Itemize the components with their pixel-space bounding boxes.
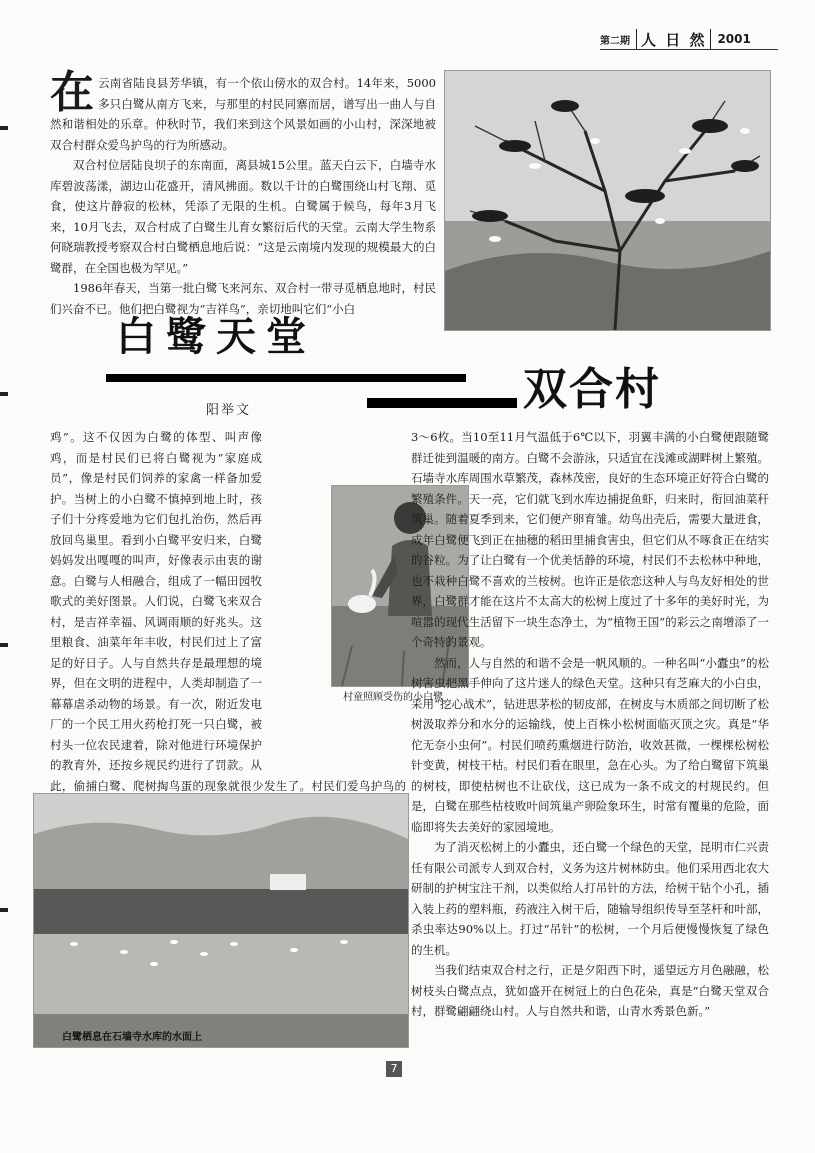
drop-cap: 在 [50, 67, 94, 118]
intro-paragraph: 云南省陆良县芳华镇，有一个依山傍水的双合村。14年来，5000多只白鹭从南方飞来，与那里的村民同寨而居，谱写出一曲人与自然和谐相处的乐章。仲秋时节，我们来到这个风景如画的小山村，深深地被双合村群众爱鸟护鸟的行为所感动。 [50, 76, 436, 152]
title-bar [106, 374, 466, 382]
body-paragraph: 然而，人与自然的和谐不会是一帆风顺的。一种名叫“小蠹虫”的松树害虫把黑手伸向了这片迷人的绿色天堂。这种只有芝麻大的小白虫，采用“挖心战术”，钻进思茅松的韧皮部，在树皮与木质部之间切断了松树汲取养分和水分的运输线，使上百株小松树面临灭顶之灾。真是“华佗无奈小虫何”。村民们喷药熏烟进行防治，收效甚微，一棵棵松树松针变黄，树枝干枯。村民们看在眼里，急在心头。为了给白鹭留下筑巢的树枝，即使枯树也不让砍伐，这已成为一条不成文的村规民约。但是，白鹭在那些枯枝败叶间筑巢产卵险象环生，时常有覆巢的危险，面临即将失去美好的家园境地。 [411, 655, 769, 834]
margin-mark [0, 908, 8, 912]
magazine-name: 人 日 然 [636, 29, 711, 50]
body-paragraph: 1986年春天，当第一批白鹭飞来河东、双合村一带寻觅栖息地时，村民们兴奋不已。他们把白鹭视为“吉祥鸟”，亲切地叫它们“小白 [50, 281, 436, 316]
header-rule [600, 49, 778, 50]
author-name: 阳举文 [206, 403, 252, 418]
reservoir-photo [33, 793, 409, 1048]
margin-mark [0, 392, 8, 396]
right-column [411, 427, 769, 1067]
body-paragraph: 3～6枚。当10至11月气温低于6℃以下，羽翼丰满的小白鹭便跟随鹭群迁徙到温暖的南方。白鹭不会游泳，只适宜在浅滩或湖畔树上繁殖。石墙寺水库周围水草繁茂，森林茂密，良好的生态环境正好符合白鹭的繁殖条件。天一亮，它们就飞到水库边捕捉鱼虾，归来时，衔回油菜秆筑巢。随着夏季到来，它们便产卵育雏。幼鸟出壳后，需要大量进食，成年白鹭便飞到正在抽穗的稻田里捕食害虫，但它们从不啄食正在结实的谷粒。为了让白鹭有一个优美恬静的环境，村民们不去松林中种地，也不栽种白鹭不喜欢的兰桉树。也许正是依恋这种人与鸟友好相处的世界，白鹭群才能在这片不太高大的松树上度过了十多年的美好时光，为喧嚣的现代生活留下一块生态净土，为“植物王国”的彩云之南增添了一个奇特的景观。 [411, 430, 769, 649]
body-paragraph: 为了消灭松树上的小蠹虫，还白鹭一个绿色的天堂，昆明市仁兴责任有限公司派专人到双合村，义务为这片树林防虫。他们采用西北农大研制的护树宝注干剂，以类似给人打吊针的方法，给树干钻个小孔，插入装上药的塑料瓶，药液注入树干后，随输导组织传导至茎杆和叶部，杀虫率达90%以上。打过“吊针”的松树，一个月后便慢慢恢复了绿色的生机。 [411, 840, 769, 957]
egret-tree-photo [444, 70, 771, 331]
intro-column [50, 67, 436, 316]
title-bar [367, 398, 517, 408]
reservoir-photo-caption: 白鹭栖息在石墙寺水库的水面上 [62, 1032, 202, 1043]
year-label: 2001 [717, 32, 751, 46]
margin-mark [0, 126, 8, 130]
body-paragraph: 双合村位居陆良坝子的东南面，离县城15公里。蓝天白云下，白墙寺水库碧波荡漾，湖边山花盛开，清风拂面。数以千计的白鹭围绕山村飞翔、觅食，使这片静寂的松林，凭添了无限的生机。白鹭属于候鸟，每年3月飞来，10月飞去，双合村成了白鹭生儿育女繁衍后代的天堂。云南大学生物系何晓瑞教授考察双合村白鹭栖息地后说：“这是云南境内发现的规模最大的白鹭群，在全国也极为罕见。” [50, 158, 436, 275]
page-number: 7 [386, 1061, 402, 1077]
page-header [600, 30, 778, 48]
body-paragraph: 鸡”。这不仅因为白鹭的体型、叫声像鸡，而是村民们已将白鹭视为“家庭成员”，像是村民们饲养的家禽一样备加爱护。当树上的小白鹭不慎掉到地上时，孩子们十分疼爱地为它们包扎治伤，然后再放回鸟巢里。看到小白鹭平安归来，白鹭妈妈发出嘎嘎的叫声，好像表示由衷的谢意。白鹭与人相融合，组成了一幅田园牧歌式的美好图景。人们说，白鹭飞来双合村，是吉祥幸福、风调雨顺的好兆头。这里粮食、油菜年年丰收，村民们过上了富足的好日子。人与自然共存是最理想的境界，但在文明的进程中，人类却制造了一幕幕虐杀动物的场景。有一次，附近发电厂的一个民工用火药枪打死一只白鹭，被村头一位农民逮着，除对他进行环境保护的教育外，还按乡规民约进行了罚款。从此，偷捕白鹭、爬树掏鸟蛋的现象就很少发生了。村民们爱鸟护鸟的 [50, 430, 406, 793]
article-title-main: 白鹭天堂 [116, 313, 316, 360]
child-photo-caption: 村童照顾受伤的小白鹭 [343, 692, 443, 703]
body-paragraph: 当我们结束双合村之行，正是夕阳西下时，遥望远方月色融融，松树枝头白鹭点点，犹如盛开在树冠上的白色花朵，真是“白鹭天堂双合村，群鹭翩翩绕山村。人与自然共和谐，山青水秀景色新。” [411, 963, 769, 1018]
margin-mark [0, 643, 8, 647]
article-title-village: 双合村 [523, 364, 661, 415]
issue-label: 第二期 [600, 35, 630, 47]
